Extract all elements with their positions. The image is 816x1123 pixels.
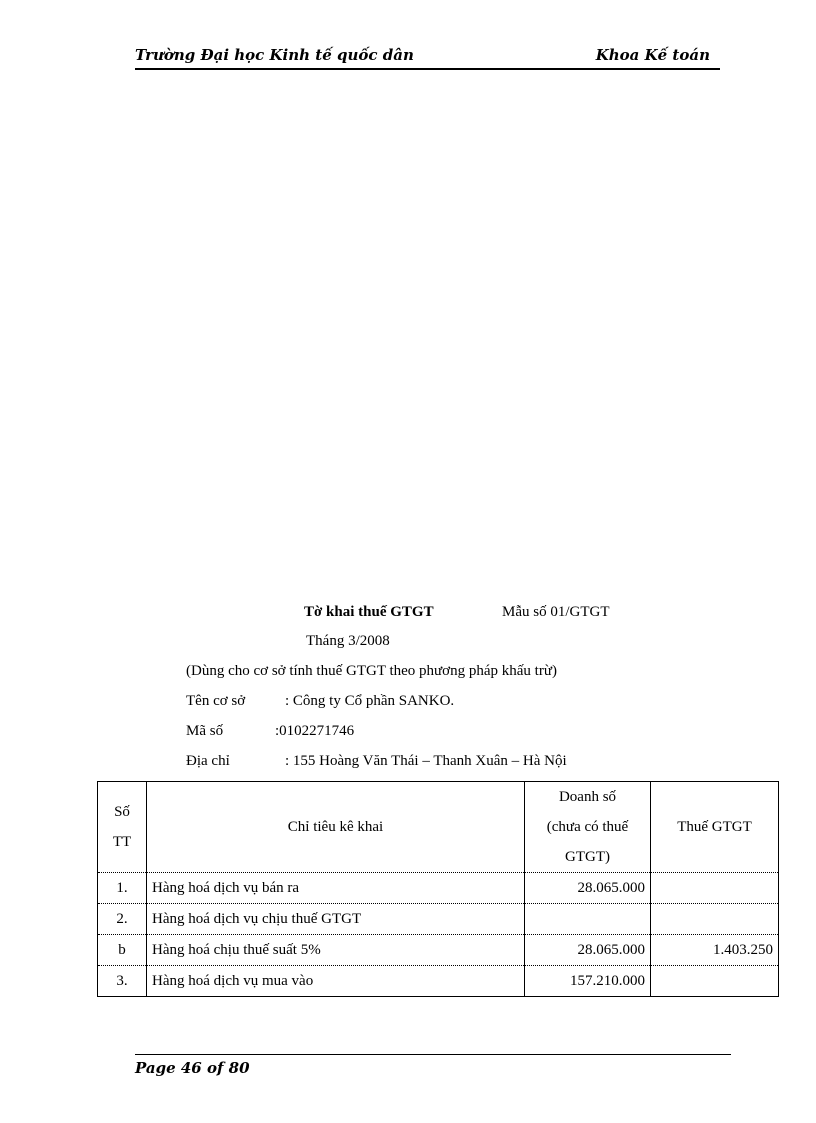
header-faculty: Khoa Kế toán (595, 46, 710, 64)
table-row (98, 904, 779, 935)
header-tax: Thuế GTGT (651, 782, 779, 873)
table-row (98, 966, 779, 997)
row-number: 1. (98, 873, 147, 904)
header-revenue (525, 782, 651, 873)
row-tax (651, 873, 779, 904)
header-stt-line2: TT (112, 834, 132, 850)
address-value: : 155 Hoàng Văn Thái – Thanh Xuân – Hà Nội (285, 753, 567, 769)
row-revenue: 28.065.000 (525, 873, 651, 904)
header-stt-line1: Số (114, 804, 130, 820)
row-tax (651, 904, 779, 935)
page-header (135, 44, 720, 70)
header-university: Trường Đại học Kinh tế quốc dân (135, 46, 414, 64)
page-number: Page 46 of 80 (135, 1059, 250, 1077)
table-row (98, 873, 779, 904)
row-tax: 1.403.250 (651, 935, 779, 966)
header-revenue-line2: (chưa có thuế (546, 819, 629, 835)
form-number: Mẫu số 01/GTGT (502, 604, 610, 620)
form-note: (Dùng cho cơ sở tính thuế GTGT theo phương pháp khấu trừ) (186, 663, 557, 679)
form-month: Tháng 3/2008 (306, 633, 390, 649)
row-revenue (525, 904, 651, 935)
row-number: 2. (98, 904, 147, 935)
company-label: Tên cơ sở (186, 693, 246, 709)
row-item: Hàng hoá dịch vụ bán ra (147, 873, 525, 904)
row-revenue: 157.210.000 (525, 966, 651, 997)
header-revenue-line1: Doanh số (558, 789, 617, 805)
row-revenue: 28.065.000 (525, 935, 651, 966)
row-item: Hàng hoá dịch vụ chịu thuế GTGT (147, 904, 525, 935)
header-stt (98, 782, 147, 873)
row-number: 3. (98, 966, 147, 997)
address-label: Địa chỉ (186, 753, 230, 769)
row-tax (651, 966, 779, 997)
code-label: Mã số (186, 723, 224, 739)
row-number: b (98, 935, 147, 966)
table-row (98, 935, 779, 966)
code-value: :0102271746 (275, 723, 355, 739)
row-item: Hàng hoá chịu thuế suất 5% (147, 935, 525, 966)
company-value: : Công ty Cổ phần SANKO. (285, 693, 455, 709)
header-item: Chỉ tiêu kê khai (147, 782, 525, 873)
declaration-table (97, 781, 779, 997)
form-title: Tờ khai thuế GTGT (304, 604, 434, 620)
header-revenue-line3: GTGT) (565, 849, 610, 865)
table-header-row (98, 782, 779, 873)
row-item: Hàng hoá dịch vụ mua vào (147, 966, 525, 997)
page-footer (135, 1054, 731, 1077)
